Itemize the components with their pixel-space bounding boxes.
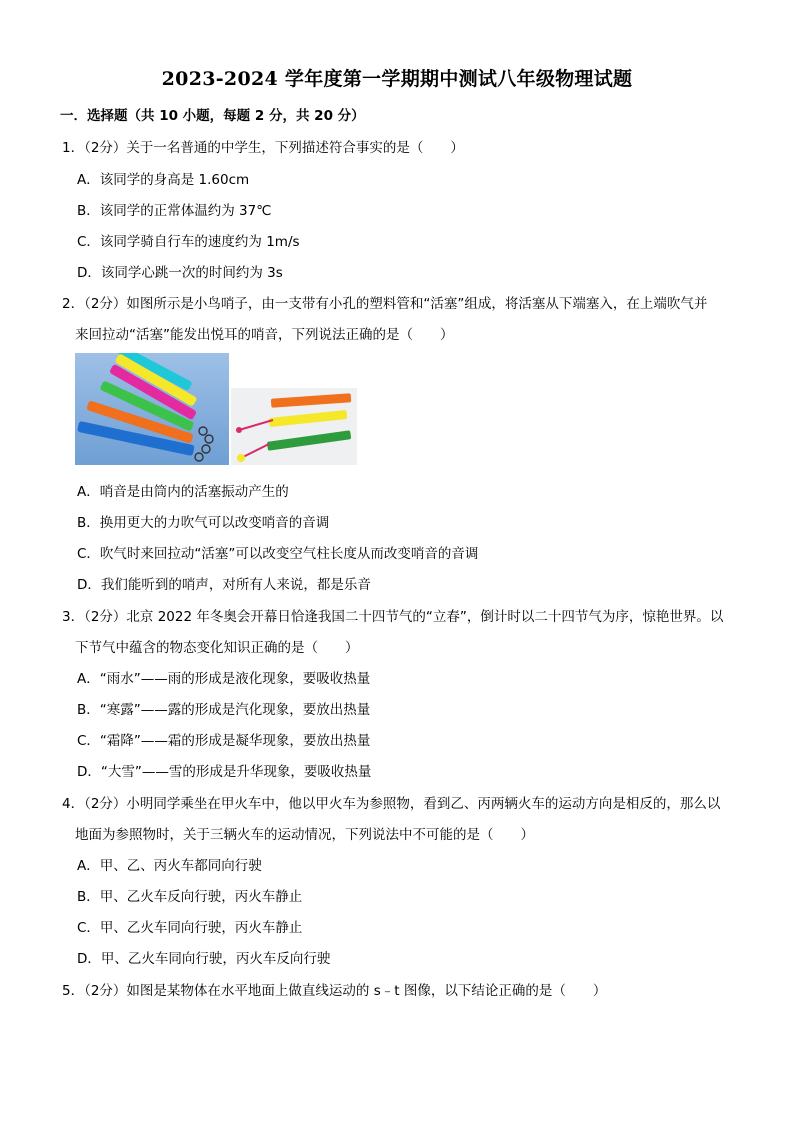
question-3-option-b: B．“寒露”——露的形成是汽化现象，要放出热量: [77, 702, 371, 718]
question-5-stem: 5．（2分）如图是某物体在水平地面上做直线运动的 s﹣t 图像，以下结论正确的是（ ）: [62, 983, 607, 999]
whistle-plunger-illustration: [231, 388, 357, 465]
question-1-option-d: D．该同学心跳一次的时间约为 3s: [77, 265, 283, 281]
question-2-option-a: A．哨音是由筒内的活塞振动产生的: [77, 484, 289, 500]
question-4-option-c: C．甲、乙火车同向行驶，丙火车静止: [77, 920, 303, 936]
section-heading: 一．选择题（共 10 小题，每题 2 分，共 20 分）: [60, 108, 365, 124]
question-3-stem-line-1: 3．（2分）北京 2022 年冬奥会开幕日恰逢我国二十四节气的“立春”，倒计时以二十四节气为序，惊艳世界。以: [62, 609, 724, 625]
question-2-stem-line-2: 来回拉动“活塞”能发出悦耳的哨音，下列说法正确的是（ ）: [75, 327, 454, 343]
whistle-plunger-photo: [231, 388, 357, 465]
question-1-option-c: C．该同学骑自行车的速度约为 1m/s: [77, 234, 300, 250]
question-1-option-a: A．该同学的身高是 1.60cm: [77, 172, 250, 188]
question-3-option-a: A．“雨水”——雨的形成是液化现象，要吸收热量: [77, 671, 371, 687]
question-4-option-a: A．甲、乙、丙火车都同向行驶: [77, 858, 262, 874]
question-2-option-b: B．换用更大的力吹气可以改变哨音的音调: [77, 515, 330, 531]
question-3-stem-line-2: 下节气中蕴含的物态变化知识正确的是（ ）: [75, 640, 359, 656]
whistles-photo: [75, 353, 229, 465]
page-title: 2023-2024 学年度第一学期期中测试八年级物理试题: [161, 68, 633, 90]
question-4-stem-line-2: 地面为参照物时，关于三辆火车的运动情况，下列说法中不可能的是（ ）: [75, 827, 534, 843]
question-2-option-d: D．我们能听到的哨声，对所有人来说，都是乐音: [77, 577, 371, 593]
question-1-stem: 1．（2分）关于一名普通的中学生，下列描述符合事实的是（ ）: [62, 140, 464, 156]
question-2-stem-line-1: 2．（2分）如图所示是小鸟哨子，由一支带有小孔的塑料管和“活塞”组成，将活塞从下端塞入，在上端吹气并: [62, 296, 708, 312]
question-3-option-c: C．“霜降”——霜的形成是凝华现象，要放出热量: [77, 733, 371, 749]
question-4-option-b: B．甲、乙火车反向行驶，丙火车静止: [77, 889, 303, 905]
question-2-option-c: C．吹气时来回拉动“活塞”可以改变空气柱长度从而改变哨音的音调: [77, 546, 479, 562]
question-4-stem-line-1: 4．（2分）小明同学乘坐在甲火车中，他以甲火车为参照物，看到乙、丙两辆火车的运动方向是相反的，那么以: [62, 796, 721, 812]
question-3-option-d: D．“大雪”——雪的形成是升华现象，要吸收热量: [77, 764, 372, 780]
question-1-option-b: B．该同学的正常体温约为 37℃: [77, 203, 272, 219]
bird-whistles-illustration: [75, 353, 229, 465]
question-4-option-d: D．甲、乙火车同向行驶，丙火车反向行驶: [77, 951, 331, 967]
